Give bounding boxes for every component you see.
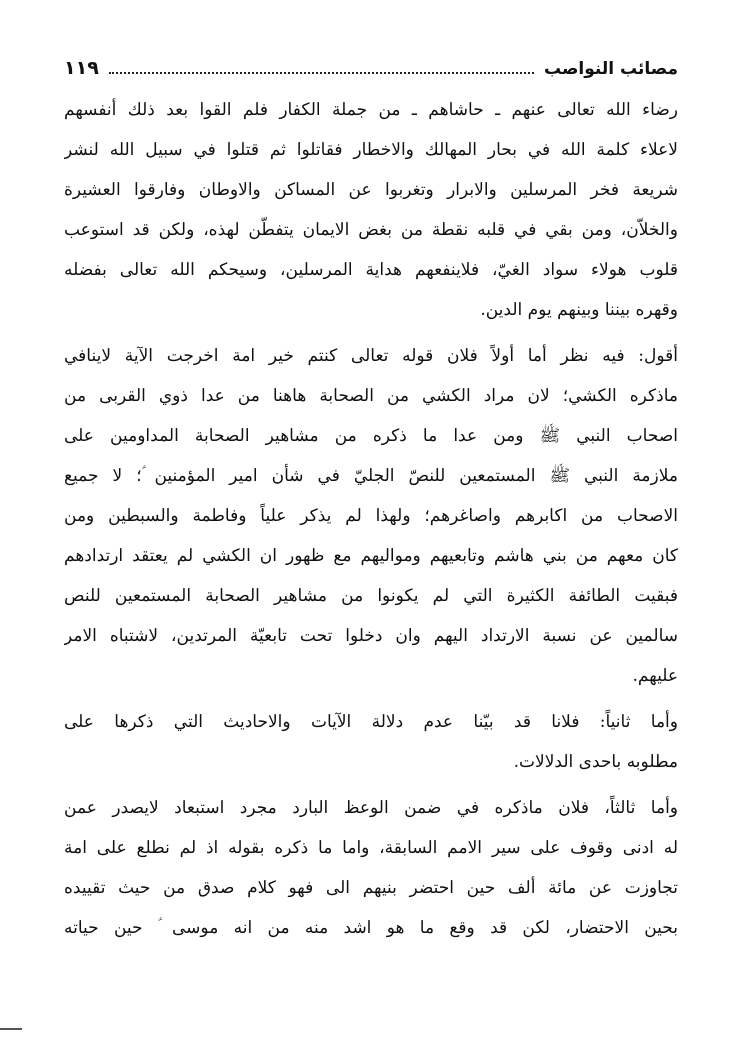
- text-line: قلوب هولاء سواد الغيّ، فلاينفعهم هداية المرسلين، وسيحكم الله تعالى بفضله: [64, 260, 678, 280]
- paragraph-1: [64, 90, 678, 330]
- text-line: لاعلاء كلمة الله في بحار المهالك والاخطار فقاتلوا ثم قتلوا في سبيل الله لنشر: [64, 140, 678, 160]
- paragraph-3: [64, 702, 678, 782]
- text-line: رضاء الله تعالى عنهم ـ حاشاهم ـ من جملة الكفار فلم القوا بعد ذلك أنفسهم: [64, 100, 678, 120]
- page-edge-mark: [0, 1028, 22, 1030]
- text-line: الاصحاب من اكابرهم واصاغرهم؛ ولهذا لم يذكر علياً وفاطمة والسبطين ومن: [64, 506, 678, 526]
- text-line: اصحاب النبي ﷺ ومن عدا ما ذكره من مشاهير الصحابة المداومين على: [64, 426, 678, 446]
- text-line: وقهره بيننا وبينهم يوم الدين.: [480, 300, 678, 320]
- text-line: سالمين عن نسبة الارتداد اليهم وان دخلوا تحت تابعيّة المرتدين، لاشتباه الامر: [64, 626, 678, 646]
- text-line: بحين الاحتضار، لكن قد وقع ما هو اشد منه من انه موسى ؑ حين حياته: [64, 918, 678, 938]
- text-line: له ادنى وقوف على سير الامم السابقة، واما ما ذكره بقوله اذ لم نطلع على امة: [64, 838, 678, 858]
- paragraph-4: [64, 788, 678, 948]
- running-header: [64, 46, 678, 78]
- header-dotted-leader: [109, 72, 534, 74]
- text-line: والخلاّن، ومن بقي في قلبه نقطة من بغض الايمان يتفطّن لهذه، ولكن قد استوعب: [64, 220, 678, 240]
- text-line: شريعة فخر المرسلين والابرار وتغربوا عن المساكن والاوطان وفارقوا العشيرة: [64, 180, 678, 200]
- book-title: مصائب النواصب: [543, 59, 678, 79]
- page-number: ١١٩: [64, 57, 99, 79]
- text-line: وأما ثالثاً، فلان ماذكره في ضمن الوعظ البارد مجرد استبعاد لايصدر عمن: [64, 798, 678, 818]
- paragraph-2: [64, 336, 678, 696]
- text-line: ملازمة النبي ﷺ المستمعين للنصّ الجليّ في شأن امير المؤمنين ؑ؛ لا جميع: [64, 466, 678, 486]
- text-line: مطلوبه باحدى الدلالات.: [513, 752, 678, 772]
- text-line: فبقيت الطائفة الكثيرة التي لم يكونوا من مشاهير الصحابة المستمعين للنص: [64, 586, 678, 606]
- text-line: ماذكره الكشي؛ لان مراد الكشي من الصحابة هاهنا من عدا ذوي القربى من: [64, 386, 678, 406]
- text-line: أقول: فيه نظر أما أولاً فلان قوله تعالى كنتم خير امة اخرجت الآية لاينافي: [64, 346, 678, 366]
- text-line: كان معهم من بني هاشم وتابعيهم ومواليهم مع ظهور ان الكشي لم يعتقد ارتدادهم: [64, 546, 678, 566]
- body-text: [64, 90, 678, 948]
- text-line: عليهم.: [632, 666, 678, 686]
- text-line: وأما ثانياً: فلانا قد بيّنا عدم دلالة الآيات والاحاديث التي ذكرها على: [64, 712, 678, 732]
- text-line: تجاوزت عن مائة ألف حين احتضر بنيهم الى فهو كلام صدق من حيث تقييده: [64, 878, 678, 898]
